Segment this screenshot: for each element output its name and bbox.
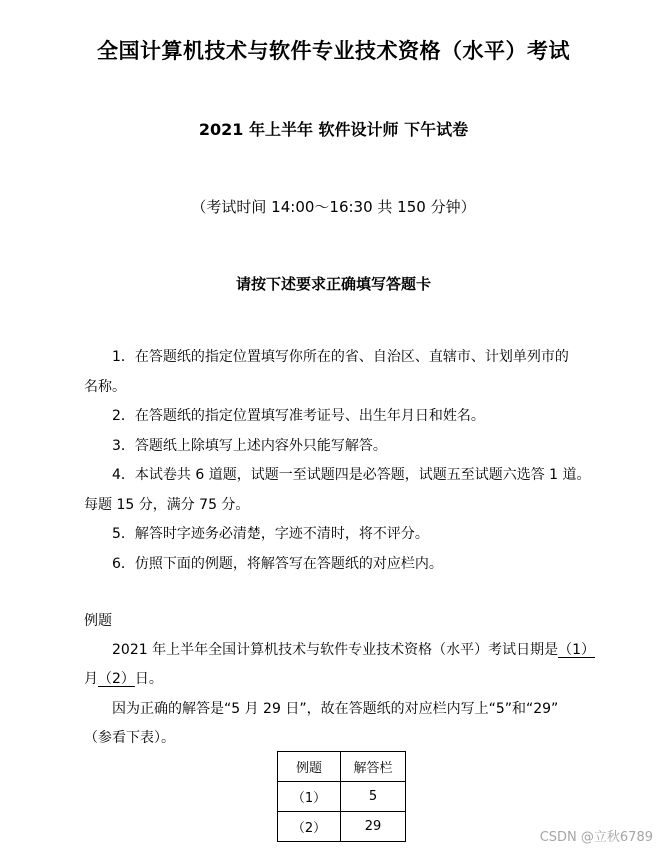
example-blank-1: （1） bbox=[558, 642, 595, 658]
instruction-item-5: 5．解答时字迹务必清楚，字迹不清时，将不评分。 bbox=[112, 526, 429, 542]
instruction-item-1-cont: 名称。 bbox=[84, 379, 126, 395]
instructions-heading: 请按下述要求正确填写答题卡 bbox=[235, 275, 431, 293]
answer-table bbox=[277, 751, 406, 842]
example-blank-2: （2） bbox=[98, 671, 135, 687]
example-explanation-line2: （参看下表）。 bbox=[84, 730, 175, 746]
table-header-cell: 解答栏 bbox=[341, 752, 406, 782]
table-row bbox=[278, 782, 406, 812]
table-header-row bbox=[278, 752, 406, 782]
table-cell: 5 bbox=[341, 782, 406, 812]
table-cell: 29 bbox=[341, 812, 406, 842]
exam-subtitle: 2021 年上半年 软件设计师 下午试卷 bbox=[198, 120, 469, 139]
example-question-text: 2021 年上半年全国计算机技术与软件专业技术资格（水平）考试日期是 bbox=[112, 642, 559, 658]
instruction-item-4: 4．本试卷共 6 道题，试题一至试题四是必答题，试题五至试题六选答 1 道。 bbox=[112, 467, 591, 483]
document-title: 全国计算机技术与软件专业技术资格（水平）考试 bbox=[97, 39, 570, 63]
table-cell: （2） bbox=[278, 812, 341, 842]
instruction-item-2: 2．在答题纸的指定位置填写准考证号、出生年月日和姓名。 bbox=[112, 408, 485, 424]
exam-time: （考试时间 14:00～16:30 共 150 分钟） bbox=[191, 198, 476, 216]
instruction-item-6: 6．仿照下面的例题，将解答写在答题纸的对应栏内。 bbox=[112, 556, 443, 572]
table-cell: （1） bbox=[278, 782, 341, 812]
example-explanation-line1: 因为正确的解答是“5 月 29 日”，故在答题纸的对应栏内写上“5”和“29” bbox=[112, 701, 559, 717]
instruction-item-3: 3．答题纸上除填写上述内容外只能写解答。 bbox=[112, 438, 387, 454]
watermark: CSDN @立秋6789 bbox=[539, 830, 653, 845]
instruction-item-4-cont: 每题 15 分，满分 75 分。 bbox=[84, 497, 250, 513]
example-month-label: 月 bbox=[84, 671, 98, 687]
instruction-item-1: 1．在答题纸的指定位置填写你所在的省、自治区、直辖市、计划单列市的 bbox=[112, 349, 569, 365]
example-day-label: 日。 bbox=[134, 671, 163, 687]
example-question-line2 bbox=[84, 668, 163, 688]
table-row bbox=[278, 812, 406, 842]
example-question-line1 bbox=[112, 639, 595, 659]
table-header-cell: 例题 bbox=[278, 752, 341, 782]
example-label: 例题 bbox=[84, 613, 112, 629]
